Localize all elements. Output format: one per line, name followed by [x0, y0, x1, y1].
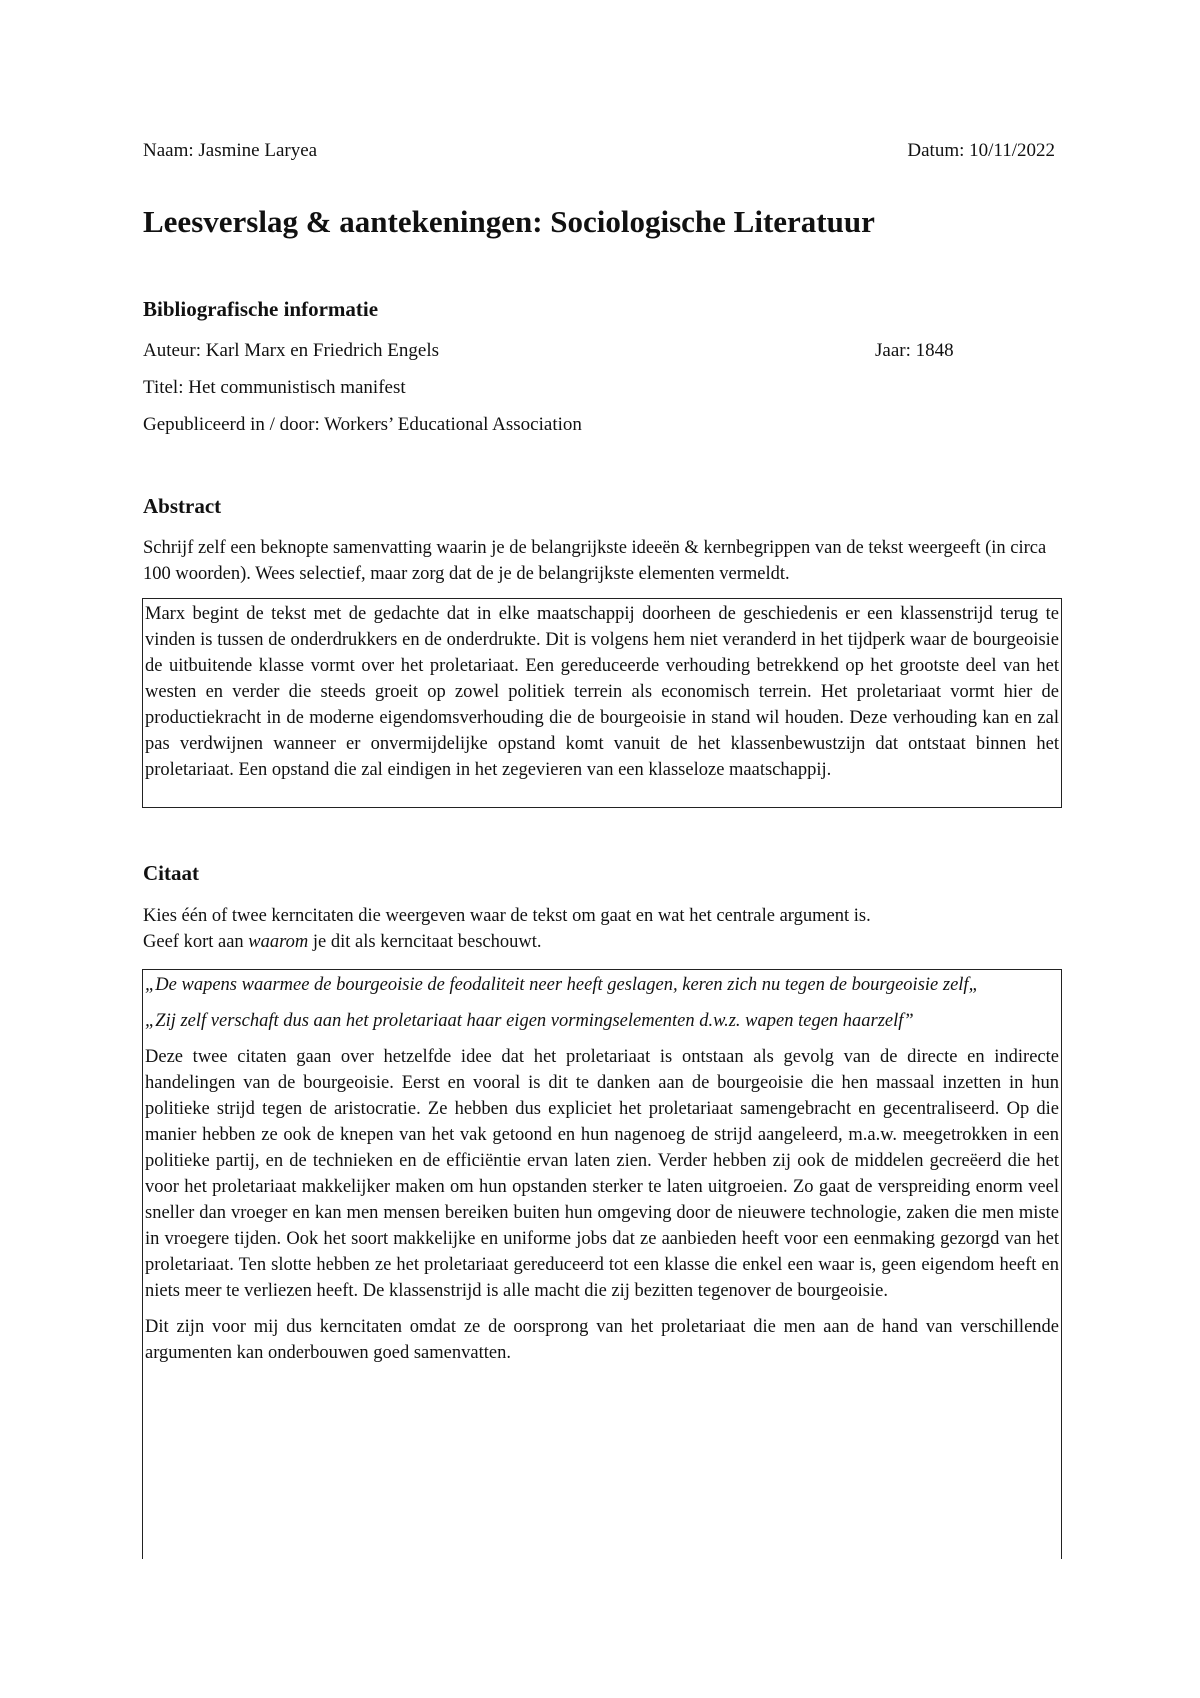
bibliography-published: Gepubliceerd in / door: Workers’ Educational Association [143, 414, 582, 435]
student-name: Naam: Jasmine Laryea [143, 140, 318, 161]
citaat-paragraph-2: Dit zijn voor mij dus kerncitaten omdat ze de oorsprong van het proletariaat die men aan de hand van verschillende argumenten kan onderbouwen goed samenvatten. [145, 1317, 1059, 1363]
citaat-instructions [143, 903, 1063, 955]
citaat-instruction-line1: Kies één of twee kerncitaten die weergeven waar de tekst om gaat en wat het centrale argument is. [143, 906, 871, 926]
citaat-paragraph-1: Deze twee citaten gaan over hetzelfde idee dat het proletariaat is ontstaan als gevolg van de directe en indirecte handelingen van de bourgeoisie. Eerst en vooral is dit te danken aan de bourgeoisie die hen massaal inzetten in hun politieke strijd tegen de aristocratie. Ze hebben dus expliciet het proletariaat samengebracht en gecentraliseerd. Op die manier hebben ze ook de knepen van het vak getoond en hun nagenoeg de strijd aangeleerd, m.a.w. meegetrokken in een politieke partij, en de technieken en de efficiëntie ervan laten zien. Verder hebben zij ook de middelen gecreëerd die het voor het proletariaat makkelijker maken om hun opstanden sterker te laten uitgroeien. Zo gaat de verspreiding enorm veel sneller dan vroeger en kan men mensen bereiken buiten hun omgeving door de nieuwere technologie, zaken die men miste in vroegere tijden. Ook het soort makkelijke en uniforme jobs dat ze aanbieden heeft voor een eenmaking gezorgd van het proletariaat. Ten slotte hebben ze het proletariaat gereduceerd tot een klasse die enkel een waar is, geen eigendom heeft en niets meer te verliezen heeft. De klassenstrijd is alle macht die zij bezitten tegenover de bourgeoisie. [145, 1047, 1059, 1301]
bibliography-author: Auteur: Karl Marx en Friedrich Engels [143, 340, 439, 361]
citaat-instruction-line2 [143, 929, 1063, 955]
citaat-heading: Citaat [143, 861, 199, 885]
abstract-body: Marx begint de tekst met de gedachte dat in elke maatschappij doorheen de geschiedenis er een klassenstrijd terug te vinden is tussen de onderdrukkers en de onderdrukte. Dit is volgens hem niet veranderd in het tijdperk waar de bourgeoisie de uitbuitende klasse vormt over het proletariaat. Een gereduceerde verhouding betrekkend op het grootste deel van het westen en verder die steeds groeit op zowel politiek terrein als economisch terrein. Het proletariaat vormt hier de productiekracht in de moderne eigendomsverhouding die de bourgeoisie in stand wil houden. Deze verhouding kan en zal pas verdwijnen wanneer er onvermijdelijke opstand komt vanuit de het klassenbewustzijn dat ontstaat binnen het proletariaat. Een opstand die zal eindigen in het zegevieren van een klasseloze maatschappij. [145, 604, 1059, 780]
abstract-instructions: Schrijf zelf een beknopte samenvatting waarin je de belangrijkste ideeën & kernbegrippen van de tekst weergeeft (in circa 100 woorden). Wees selectief, maar zorg dat de je de belangrijkste elementen vermeldt. [143, 538, 1047, 584]
page-title: Leesverslag & aantekeningen: Sociologische Literatuur [143, 204, 875, 239]
instruction-emphasis: waarom [248, 932, 309, 952]
bibliography-title: Titel: Het communistisch manifest [143, 377, 406, 398]
quote-2: „Zij zelf verschaft dus aan het proletariaat haar eigen vormingselementen d.w.z. wapen tegen haarzelf” [145, 1011, 914, 1031]
bibliography-year: Jaar: 1848 [875, 340, 954, 361]
abstract-heading: Abstract [143, 494, 222, 518]
quote-1: „De wapens waarmee de bourgeoisie de feodaliteit neer heeft geslagen, keren zich nu tegen de bourgeoisie zelf„ [145, 975, 979, 995]
header-row [143, 140, 1055, 162]
abstract-text-box[interactable] [142, 598, 1062, 808]
bibliography-heading: Bibliografische informatie [143, 297, 379, 321]
citaat-text-box[interactable] [142, 969, 1062, 1559]
report-date: Datum: 10/11/2022 [907, 140, 1055, 161]
instruction-text: je dit als kerncitaat beschouwt. [308, 932, 542, 952]
instruction-text: Geef kort aan [143, 932, 249, 952]
